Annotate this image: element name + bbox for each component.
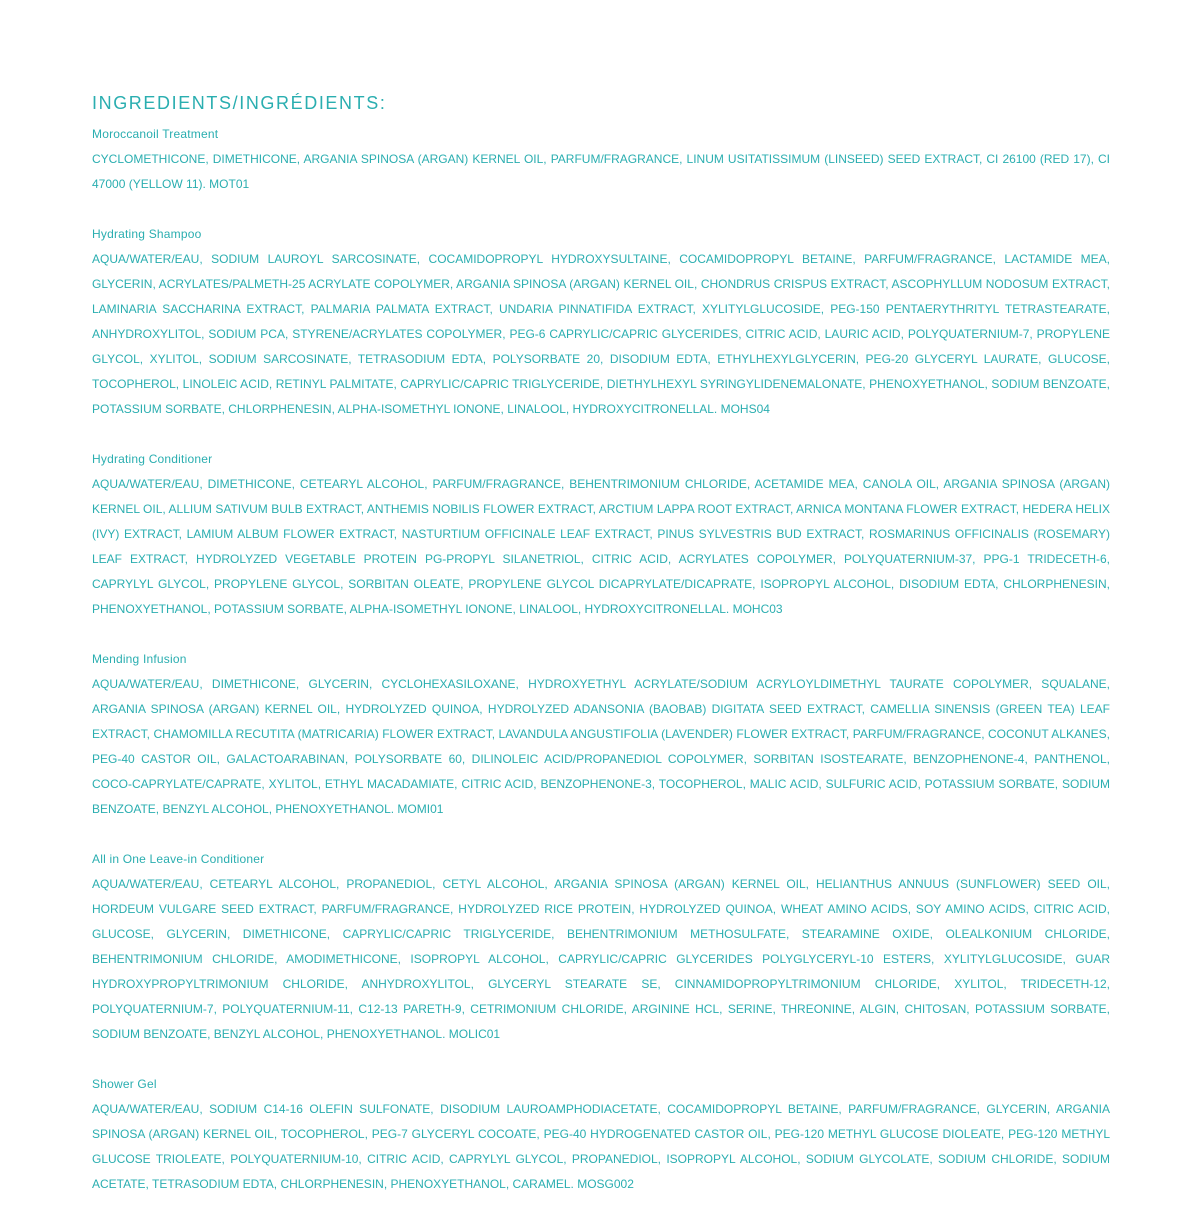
product-name: All in One Leave-in Conditioner	[92, 852, 265, 866]
product-section-treatment	[92, 122, 1110, 197]
product-name: Mending Infusion	[92, 652, 187, 666]
product-name: Shower Gel	[92, 1077, 157, 1091]
product-section-hydrating-conditioner	[92, 447, 1110, 622]
ingredient-list: AQUA/WATER/EAU, SODIUM C14-16 OLEFIN SULFONATE, DISODIUM LAUROAMPHODIACETATE, COCAMIDOPROPYL BETAINE, PARFUM/FRAGRANCE, GLYCERIN, ARGANIA SPINOSA (ARGAN) KERNEL OIL, TOCOPHEROL, PEG-7 GLYCERYL COCOATE, PEG-40 HYDROGENATED CASTOR OIL, PEG-120 METHYL GLUCOSE DIOLEATE, PEG-120 METHYL GLUCOSE TRIOLEATE, POLYQUATERNIUM-10, CITRIC ACID, CAPRYLYL GLYCOL, PROPANEDIOL, ISOPROPYL ALCOHOL, SODIUM GLYCOLATE, SODIUM CHLORIDE, SODIUM ACETATE, TETRASODIUM EDTA, CHLORPHENESIN, PHENOXYETHANOL, CARAMEL. MOSG002	[92, 1102, 1110, 1191]
product-section-mending-infusion	[92, 647, 1110, 822]
ingredient-list: CYCLOMETHICONE, DIMETHICONE, ARGANIA SPINOSA (ARGAN) KERNEL OIL, PARFUM/FRAGRANCE, LINUM USITATISSIMUM (LINSEED) SEED EXTRACT, CI 26100 (RED 17), CI 47000 (YELLOW 11). MOT01	[92, 152, 1110, 191]
ingredients-document	[92, 92, 1110, 1222]
product-name: Hydrating Shampoo	[92, 227, 202, 241]
product-name: Hydrating Conditioner	[92, 452, 213, 466]
ingredient-list: AQUA/WATER/EAU, SODIUM LAUROYL SARCOSINATE, COCAMIDOPROPYL HYDROXYSULTAINE, COCAMIDOPROPYL BETAINE, PARFUM/FRAGRANCE, LACTAMIDE MEA, GLYCERIN, ACRYLATES/PALMETH-25 ACRYLATE COPOLYMER, ARGANIA SPINOSA (ARGAN) KERNEL OIL, CHONDRUS CRISPUS EXTRACT, ASCOPHYLLUM NODOSUM EXTRACT, LAMINARIA SACCHARINA EXTRACT, PALMARIA PALMATA EXTRACT, UNDARIA PINNATIFIDA EXTRACT, XYLITYLGLUCOSIDE, PEG-150 PENTAERYTHRITYL TETRASTEARATE, ANHYDROXYLITOL, SODIUM PCA, STYRENE/ACRYLATES COPOLYMER, PEG-6 CAPRYLIC/CAPRIC GLYCERIDES, CITRIC ACID, LAURIC ACID, POLYQUATERNIUM-7, PROPYLENE GLYCOL, XYLITOL, SODIUM SARCOSINATE, TETRASODIUM EDTA, POLYSORBATE 20, DISODIUM EDTA, ETHYLHEXYLGLYCERIN, PEG-20 GLYCERYL LAURATE, GLUCOSE, TOCOPHEROL, LINOLEIC ACID, RETINYL PALMITATE, CAPRYLIC/CAPRIC TRIGLYCERIDE, DIETHYLHEXYL SYRINGYLIDENEMALONATE, PHENOXYETHANOL, SODIUM BENZOATE, POTASSIUM SORBATE, CHLORPHENESIN, ALPHA-ISOMETHYL IONONE, LINALOOL, HYDROXYCITRONELLAL. MOHS04	[92, 252, 1110, 416]
ingredient-list: AQUA/WATER/EAU, DIMETHICONE, GLYCERIN, CYCLOHEXASILOXANE, HYDROXYETHYL ACRYLATE/SODIUM ACRYLOYLDIMETHYL TAURATE COPOLYMER, SQUALANE, ARGANIA SPINOSA (ARGAN) KERNEL OIL, HYDROLYZED QUINOA, HYDROLYZED ADANSONIA (BAOBAB) DIGITATA SEED EXTRACT, CAMELLIA SINENSIS (GREEN TEA) LEAF EXTRACT, CHAMOMILLA RECUTITA (MATRICARIA) FLOWER EXTRACT, LAVANDULA ANGUSTIFOLIA (LAVENDER) FLOWER EXTRACT, PARFUM/FRAGRANCE, COCONUT ALKANES, PEG-40 CASTOR OIL, GALACTOARABINAN, POLYSORBATE 60, DILINOLEIC ACID/PROPANEDIOL COPOLYMER, SORBITAN ISOSTEARATE, BENZOPHENONE-4, PANTHENOL, COCO-CAPRYLATE/CAPRATE, XYLITOL, ETHYL MACADAMIATE, CITRIC ACID, BENZOPHENONE-3, TOCOPHEROL, MALIC ACID, SULFURIC ACID, POTASSIUM SORBATE, SODIUM BENZOATE, BENZYL ALCOHOL, PHENOXYETHANOL. MOMI01	[92, 677, 1110, 816]
page-title: INGREDIENTS/INGRÉDIENTS:	[92, 93, 387, 113]
ingredient-list: AQUA/WATER/EAU, CETEARYL ALCOHOL, PROPANEDIOL, CETYL ALCOHOL, ARGANIA SPINOSA (ARGAN) KERNEL OIL, HELIANTHUS ANNUUS (SUNFLOWER) SEED OIL, HORDEUM VULGARE SEED EXTRACT, PARFUM/FRAGRANCE, HYDROLYZED RICE PROTEIN, HYDROLYZED QUINOA, WHEAT AMINO ACIDS, SOY AMINO ACIDS, CITRIC ACID, GLUCOSE, GLYCERIN, DIMETHICONE, CAPRYLIC/CAPRIC TRIGLYCERIDE, BEHENTRIMONIUM METHOSULFATE, STEARAMINE OXIDE, OLEALKONIUM CHLORIDE, BEHENTRIMONIUM CHLORIDE, AMODIMETHICONE, ISOPROPYL ALCOHOL, CAPRYLIC/CAPRIC GLYCERIDES POLYGLYCERYL-10 ESTERS, XYLITYLGLUCOSIDE, GUAR HYDROXYPROPYLTRIMONIUM CHLORIDE, ANHYDROXYLITOL, GLYCERYL STEARATE SE, CINNAMIDOPROPYLTRIMONIUM CHLORIDE, XYLITOL, TRIDECETH-12, POLYQUATERNIUM-7, POLYQUATERNIUM-11, C12-13 PARETH-9, CETRIMONIUM CHLORIDE, ARGININE HCL, SERINE, THREONINE, ALGIN, CHITOSAN, POTASSIUM SORBATE, SODIUM BENZOATE, BENZYL ALCOHOL, PHENOXYETHANOL. MOLIC01	[92, 877, 1110, 1041]
ingredient-list: AQUA/WATER/EAU, DIMETHICONE, CETEARYL ALCOHOL, PARFUM/FRAGRANCE, BEHENTRIMONIUM CHLORIDE, ACETAMIDE MEA, CANOLA OIL, ARGANIA SPINOSA (ARGAN) KERNEL OIL, ALLIUM SATIVUM BULB EXTRACT, ANTHEMIS NOBILIS FLOWER EXTRACT, ARCTIUM LAPPA ROOT EXTRACT, ARNICA MONTANA FLOWER EXTRACT, HEDERA HELIX (IVY) EXTRACT, LAMIUM ALBUM FLOWER EXTRACT, NASTURTIUM OFFICINALE LEAF EXTRACT, PINUS SYLVESTRIS BUD EXTRACT, ROSMARINUS OFFICINALIS (ROSEMARY) LEAF EXTRACT, HYDROLYZED VEGETABLE PROTEIN PG-PROPYL SILANETRIOL, CITRIC ACID, ACRYLATES COPOLYMER, POLYQUATERNIUM-37, PPG-1 TRIDECETH-6, CAPRYLYL GLYCOL, PROPYLENE GLYCOL, SORBITAN OLEATE, PROPYLENE GLYCOL DICAPRYLATE/DICAPRATE, ISOPROPYL ALCOHOL, DISODIUM EDTA, CHLORPHENESIN, PHENOXYETHANOL, POTASSIUM SORBATE, ALPHA-ISOMETHYL IONONE, LINALOOL, HYDROXYCITRONELLAL. MOHC03	[92, 477, 1110, 616]
product-name: Moroccanoil Treatment	[92, 127, 219, 141]
product-section-shower-gel	[92, 1072, 1110, 1197]
product-section-hydrating-shampoo	[92, 222, 1110, 422]
product-section-leave-in-conditioner	[92, 847, 1110, 1047]
